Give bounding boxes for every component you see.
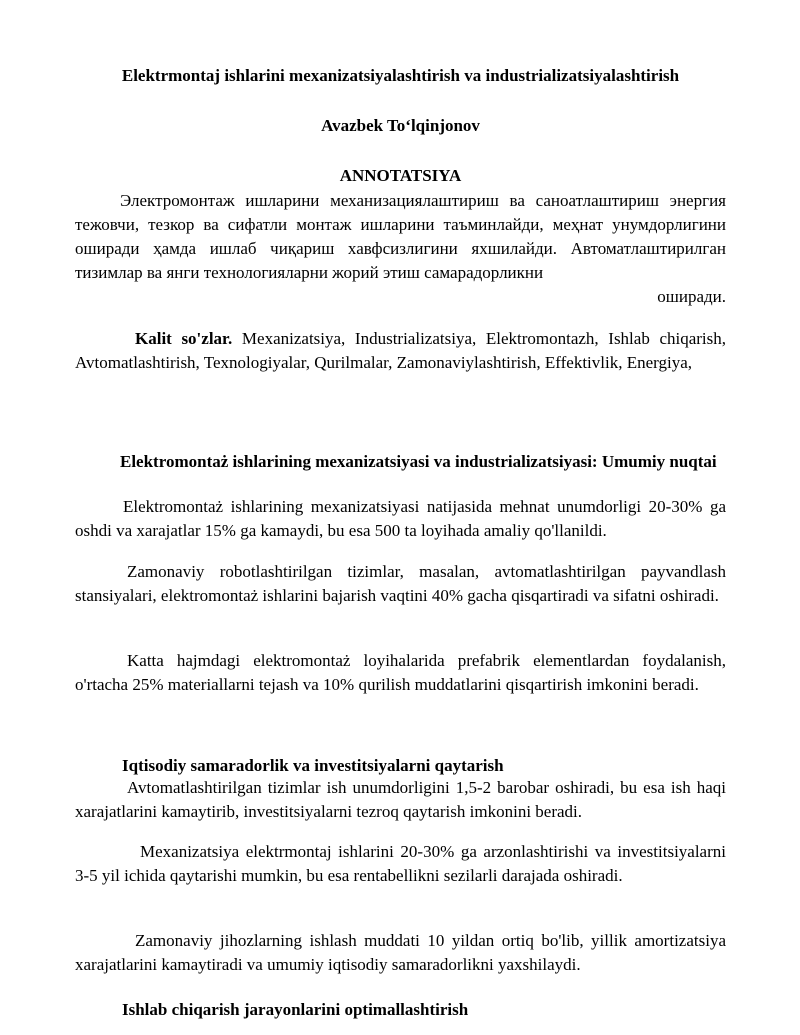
section2-heading: Iqtisodiy samaradorlik va investitsiyalarni qaytarish [122, 756, 504, 775]
section3-heading: Ishlab chiqarish jarayonlarini optimallashtirish [122, 1000, 469, 1019]
abstract-paragraph [75, 189, 726, 285]
author-name: Avazbek To‘lqinjonov [321, 116, 480, 135]
s1-paragraph-2 [75, 560, 726, 608]
s2-paragraph-1 [75, 776, 726, 824]
s2-paragraph-2 [75, 840, 726, 888]
s2-p3-text: Zamonaviy jihozlarning ishlash muddati 10 yildan ortiq bo'lib, yillik amortizatsiya xarajatlarini kamaytiradi va umumiy iqtisodiy samaradorlikni yaxshilaydi. [75, 931, 726, 974]
s2-paragraph-3 [75, 929, 726, 977]
s1-p2-text: Zamonaviy robotlashtirilgan tizimlar, masalan, avtomatlashtirilgan payvandlash stansiyalari, elektromontaż ishlarini bajarish vaqtini 40% gacha qisqartiradi va sifatni oshiradi. [75, 562, 726, 605]
s1-paragraph-3 [75, 649, 726, 697]
s2-p1-text: Avtomatlashtirilgan tizimlar ish unumdorligini 1,5-2 barobar oshiradi, bu esa ish haqi xarajatlarini kamaytirib, investitsiyalarni tezroq qaytarish imkonini beradi. [75, 778, 726, 821]
abstract-heading: ANNOTATSIYA [339, 166, 462, 185]
keywords-text: Mexanizatsiya, Industrializatsiya, Elektromontazh, Ishlab chiqarish, Avtomatlashtirish, Texnologiyalar, Qurilmalar, Zamonaviylashtirish, Effektivlik, Energiya, [75, 329, 727, 372]
s1-p1-text: Elektromontaż ishlarining mexanizatsiyasi natijasida mehnat unumdorligi 20-30% ga oshdi va xarajatlar 15% ga kamaydi, bu esa 500 ta loyihada amaliy qo'llanildi. [75, 497, 726, 540]
abstract-end: оширади. [657, 287, 726, 306]
document-title: Elektrmontaj ishlarini mexanizatsiyalashtirish va industrializatsiyalashtirish [121, 66, 680, 85]
keywords-label: Kalit so'zlar. [135, 329, 233, 348]
s1-paragraph-1 [75, 495, 726, 543]
s2-p2-text: Mexanizatsiya elektrmontaj ishlarini 20-30% ga arzonlashtirishi va investitsiyalarni 3-5 yil ichida qaytarishi mumkin, bu esa rentabellikni sezilarli darajada oshiradi. [75, 842, 726, 885]
s1-p3-text: Katta hajmdagi elektromontaż loyihalarida prefabrik elementlardan foydalanish, o'rtacha 25% materiallarni tejash va 10% qurilish muddatlarini qisqartirish imkonini beradi. [75, 651, 726, 694]
keywords-paragraph [75, 327, 726, 375]
abstract-text: Электромонтаж ишларини механизациялаштириш ва саноатлаштириш энергия тежовчи, тезкор ва сифатли монтаж ишларини таъминлайди, меҳнат унумдорлигини оширади ҳамда ишлаб чиқариш хавфсизлигини яхшилайди. Автоматлаштирилган тизимлар ва янги технологияларни жорий этиш самарадорликни [75, 191, 726, 282]
section1-heading: Elektromontaż ishlarining mexanizatsiyasi va industrializatsiyasi: Umumiy nuqtai [120, 452, 717, 471]
abstract-end-line [75, 285, 726, 309]
